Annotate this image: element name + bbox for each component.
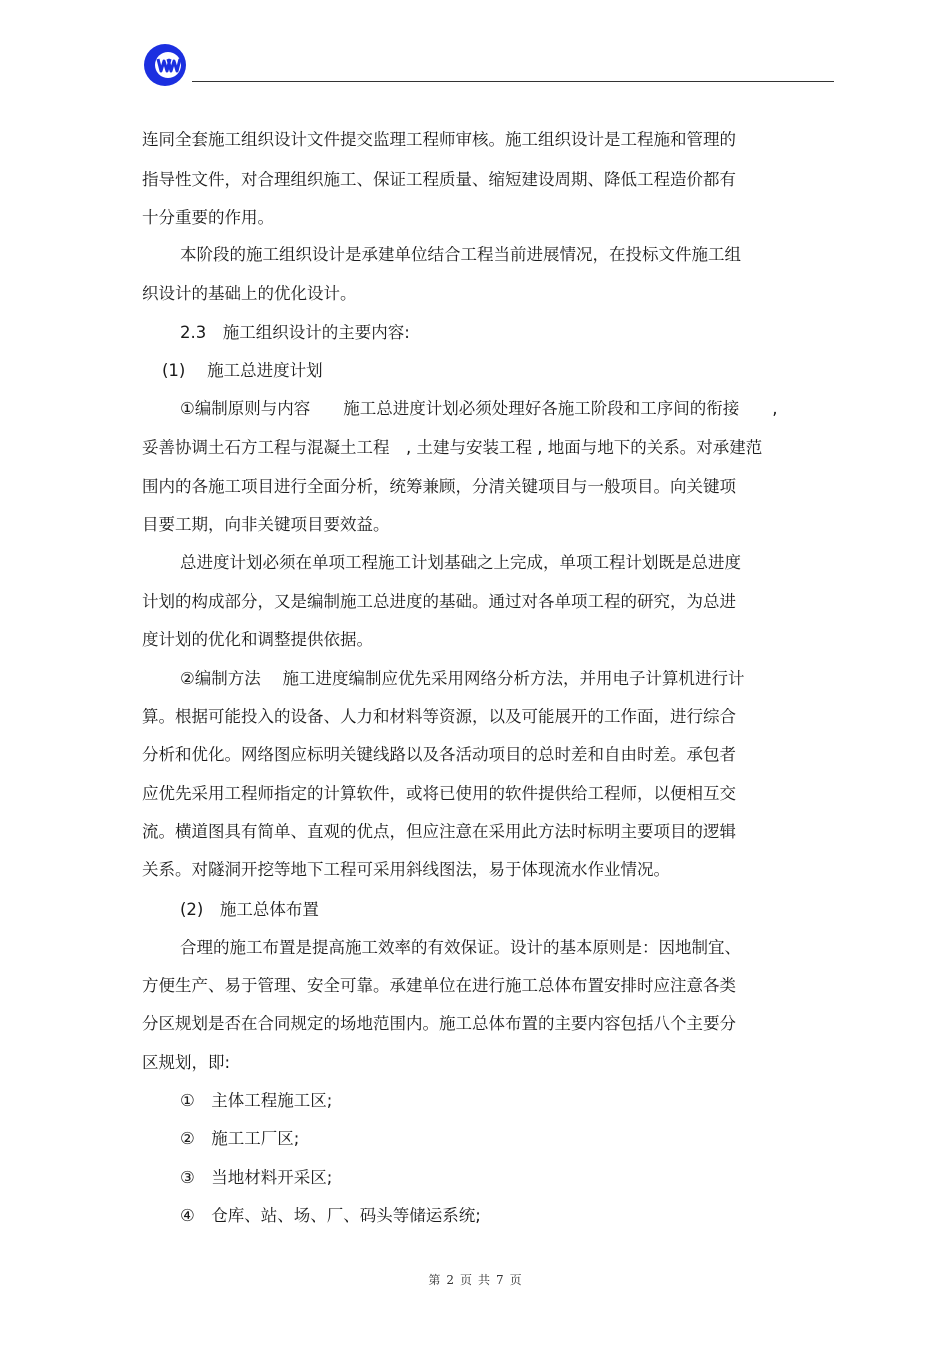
body-line: 连同全套施工组织设计文件提交监理工程师审核。施工组织设计是工程施和管理的: [142, 130, 736, 149]
company-logo-icon: [142, 42, 188, 88]
list-item: ① 主体工程施工区;: [180, 1091, 333, 1110]
footer-page-mid: 页: [459, 1273, 472, 1287]
body-line: 度计划的优化和调整提供依据。: [142, 630, 373, 649]
body-line: 区规划，即:: [142, 1053, 231, 1072]
header-rule: [192, 81, 834, 82]
body-line: 算。根据可能投入的设备、人力和材料等资源，以及可能展开的工作面，进行综合: [142, 707, 736, 726]
footer-page-number: 2: [446, 1273, 454, 1287]
body-line: ①编制原则与内容 施工总进度计划必须处理好各施工阶段和工序间的衔接 ,: [180, 399, 778, 418]
body-line: 计划的构成部分，又是编制施工总进度的基础。通过对各单项工程的研究，为总进: [142, 592, 736, 611]
body-line: 十分重要的作用。: [142, 208, 274, 227]
body-line: 分区规划是否在合同规定的场地范围内。施工总体布置的主要内容包括八个主要分: [142, 1014, 736, 1033]
list-item: ② 施工工厂区;: [180, 1129, 300, 1148]
footer-total-prefix: 共: [478, 1273, 491, 1287]
footer-page-suffix: 页: [509, 1273, 522, 1287]
body-line: 目要工期，向非关键项目要效益。: [142, 515, 390, 534]
body-line: 关系。对隧洞开挖等地下工程可采用斜线图法，易于体现流水作业情况。: [142, 860, 670, 879]
list-item: ④ 仓库、站、场、厂、码头等储运系统;: [180, 1206, 481, 1225]
footer-page-prefix: 第: [428, 1273, 441, 1287]
subsection-heading: (2) 施工总体布置: [180, 900, 319, 919]
body-line: 织设计的基础上的优化设计。: [142, 284, 357, 303]
footer-total-pages: 7: [496, 1273, 504, 1287]
body-line: 本阶段的施工组织设计是承建单位结合工程当前进展情况，在投标文件施工组: [180, 245, 741, 264]
body-line: 应优先采用工程师指定的计算软件，或将已使用的软件提供给工程师，以便相互交: [142, 784, 736, 803]
body-line: 方便生产、易于管理、安全可靠。承建单位在进行施工总体布置安排时应注意各类: [142, 976, 736, 995]
section-heading: 2.3 施工组织设计的主要内容:: [180, 323, 410, 342]
body-line: 指导性文件，对合理组织施工、保证工程质量、缩短建设周期、降低工程造价都有: [142, 170, 736, 189]
subsection-heading: (1) 施工总进度计划: [162, 361, 323, 380]
body-line: 妥善协调土石方工程与混凝土工程 , 土建与安装工程 , 地面与地下的关系。对承建范: [142, 438, 763, 457]
body-line: ②编制方法 施工进度编制应优先采用网络分析方法，并用电子计算机进行计: [180, 669, 745, 688]
body-line: 总进度计划必须在单项工程施工计划基础之上完成，单项工程计划既是总进度: [180, 553, 741, 572]
body-line: 围内的各施工项目进行全面分析，统筹兼顾，分清关键项目与一般项目。向关键项: [142, 477, 736, 496]
page-footer: [0, 1272, 950, 1288]
body-line: 流。横道图具有简单、直观的优点，但应注意在采用此方法时标明主要项目的逻辑: [142, 822, 736, 841]
body-line: 合理的施工布置是提高施工效率的有效保证。设计的基本原则是：因地制宜、: [180, 938, 741, 957]
list-item: ③ 当地材料开采区;: [180, 1168, 333, 1187]
body-line: 分析和优化。网络图应标明关键线路以及各活动项目的总时差和自由时差。承包者: [142, 745, 736, 764]
